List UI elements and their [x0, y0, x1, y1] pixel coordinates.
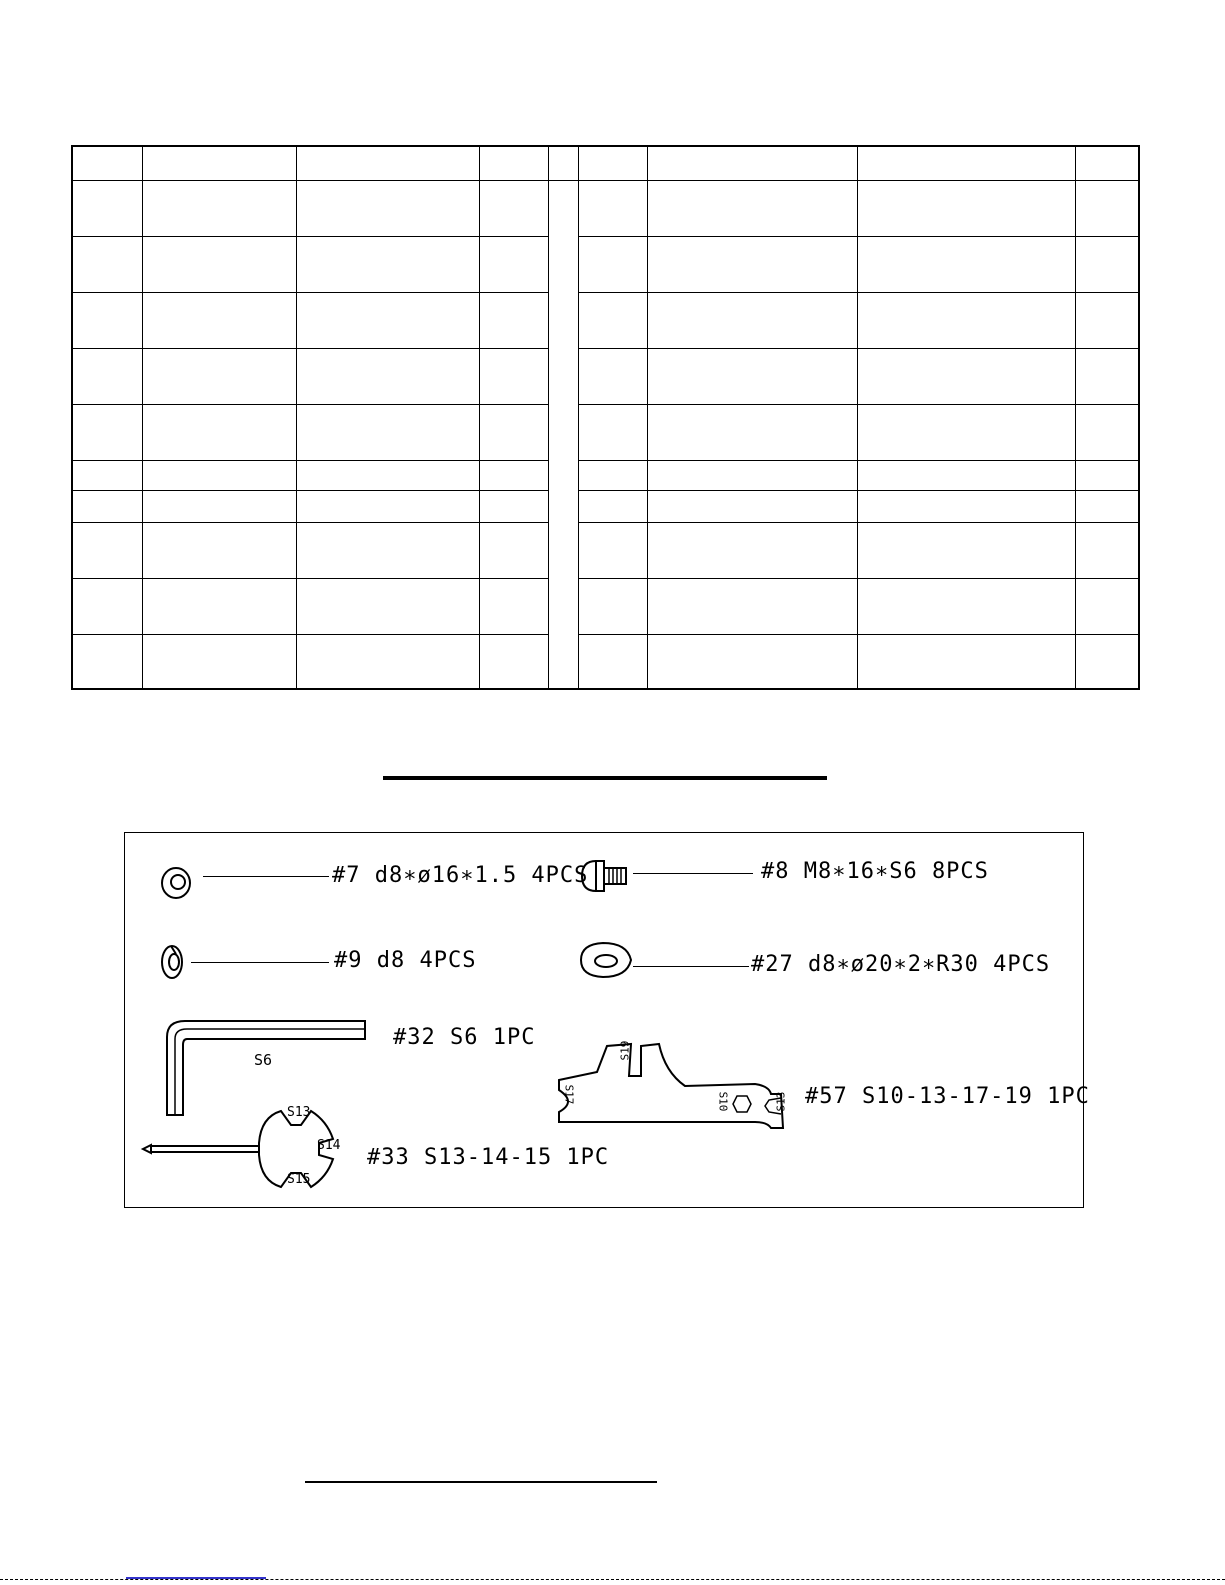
table-column-divider — [857, 147, 858, 688]
table-row-divider — [578, 578, 1138, 579]
flat-washer-icon — [159, 866, 195, 900]
table-column-divider — [647, 147, 648, 688]
wrench-size-tag-s10: S10 — [716, 1091, 730, 1112]
table-row-divider — [73, 292, 548, 293]
table-column-divider — [578, 147, 579, 688]
footer-heading-rule — [305, 1481, 657, 1483]
allen-key-icon — [163, 1019, 369, 1119]
table-column-divider — [296, 147, 297, 688]
table-column-divider — [1075, 147, 1076, 688]
table-row-divider — [578, 490, 1138, 491]
table-row-divider — [578, 634, 1138, 635]
table-row-divider — [73, 578, 548, 579]
curved-washer-icon — [577, 940, 635, 980]
wrench-size-tag-s17: S17 — [562, 1084, 576, 1105]
table-column-divider — [142, 147, 143, 688]
table-center-gap — [549, 181, 578, 688]
table-row-divider — [578, 522, 1138, 523]
tool-size-tag-s14: S14 — [317, 1138, 341, 1153]
wrench-size-tag-s13: S13 — [774, 1091, 788, 1112]
table-row-divider — [73, 348, 548, 349]
leader-line — [633, 966, 749, 967]
section-heading-rule — [383, 776, 827, 780]
tool-size-tag-s15: S15 — [287, 1172, 311, 1187]
page-edge-dotted-line — [0, 1579, 1225, 1580]
hardware-label-32: #32 S6 1PC — [393, 1025, 536, 1050]
hardware-label-7: #7 d8∗ø16∗1.5 4PCS — [332, 863, 589, 888]
hardware-label-27: #27 d8∗ø20∗2∗R30 4PCS — [751, 952, 1051, 977]
page-edge-blue-line — [126, 1577, 266, 1579]
hardware-label-57: #57 S10-13-17-19 1PC — [805, 1084, 1090, 1109]
hardware-label-8: #8 M8∗16∗S6 8PCS — [761, 859, 989, 884]
leader-line — [633, 873, 753, 874]
table-row-divider — [73, 404, 548, 405]
table-row-divider — [73, 236, 548, 237]
table-row-divider — [578, 236, 1138, 237]
hardware-label-33: #33 S13-14-15 1PC — [367, 1145, 610, 1170]
table-column-divider — [479, 147, 480, 688]
tool-size-tag-s13: S13 — [287, 1105, 311, 1120]
table-header-divider — [73, 180, 1138, 181]
split-washer-icon — [158, 943, 188, 983]
table-row-divider — [73, 634, 548, 635]
leader-line — [203, 876, 329, 877]
multi-wrench-icon — [555, 1042, 787, 1130]
leader-line — [191, 962, 329, 963]
table-row-divider — [578, 404, 1138, 405]
bolt-icon — [580, 857, 636, 895]
table-row-divider — [73, 460, 548, 461]
allen-key-size-tag: S6 — [254, 1051, 273, 1069]
table-row-divider — [73, 490, 548, 491]
table-row-divider — [578, 348, 1138, 349]
parts-list-table — [71, 145, 1140, 690]
wrench-size-tag-s19: S19 — [618, 1040, 632, 1061]
hardware-label-9: #9 d8 4PCS — [334, 948, 477, 973]
table-row-divider — [578, 292, 1138, 293]
table-row-divider — [578, 460, 1138, 461]
hardware-pack-box — [124, 832, 1090, 1208]
table-row-divider — [73, 522, 548, 523]
screwdriver-wrench-icon — [141, 1105, 341, 1193]
